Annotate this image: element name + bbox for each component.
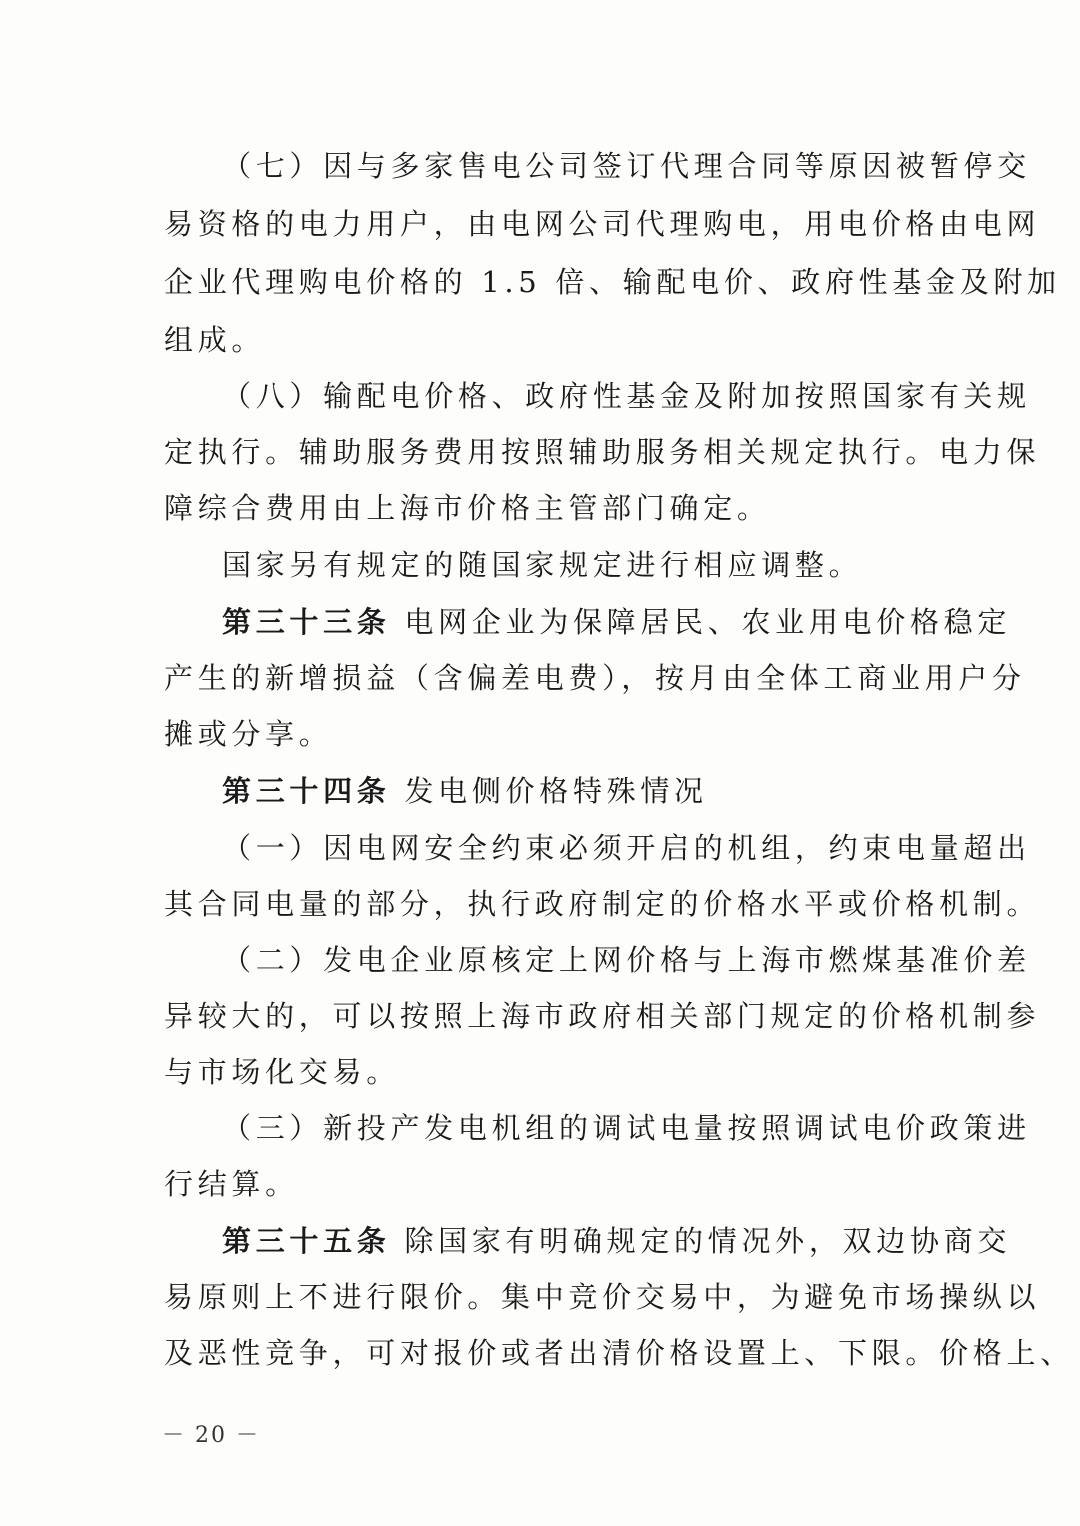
paragraph-7-line-3: 企业代理购电价格的 1.5 倍、输配电价、政府性基金及附加: [164, 265, 1061, 299]
article-35-text: 除国家有明确规定的情况外，双边协商交: [404, 1224, 1012, 1258]
item-1-line-1: （一）因电网安全约束必须开启的机组，约束电量超出: [222, 831, 1031, 865]
item-2-line-2: 异较大的，可以按照上海市政府相关部门规定的价格机制参: [164, 999, 1041, 1033]
paragraph-7-line-2: 易资格的电力用户，由电网公司代理购电，用电价格由电网: [164, 207, 1041, 241]
article-33-line-1: [222, 602, 1011, 642]
national-rule-line: 国家另有规定的随国家规定进行相应调整。: [222, 548, 863, 582]
article-34-line-1: [222, 771, 708, 811]
paragraph-8-line-1: （八）输配电价格、政府性基金及附加按照国家有关规: [222, 379, 1031, 413]
paragraph-8-line-2: 定执行。辅助服务费用按照辅助服务相关规定执行。电力保: [164, 435, 1041, 469]
page-number: － 20 －: [162, 1423, 260, 1448]
article-33-text: 电网企业为保障居民、农业用电价格稳定: [404, 605, 1012, 639]
paragraph-8-line-3: 障综合费用由上海市价格主管部门确定。: [164, 491, 771, 525]
article-34-text: 发电侧价格特殊情况: [404, 774, 708, 808]
item-2-line-3: 与市场化交易。: [164, 1055, 400, 1089]
item-2-line-1: （二）发电企业原核定上网价格与上海市燃煤基准价差: [222, 943, 1031, 977]
paragraph-7-line-4: 组成。: [164, 323, 266, 357]
item-3-line-2: 行结算。: [164, 1167, 299, 1201]
article-35-heading: 第三十五条: [222, 1224, 391, 1258]
article-33-line-2: 产生的新增损益（含偏差电费），按月由全体工商业用户分: [164, 661, 1026, 695]
article-35-line-2: 易原则上不进行限价。集中竞价交易中，为避免市场操纵以: [164, 1280, 1041, 1314]
article-35-line-3: 及恶性竞争，可对报价或者出清价格设置上、下限。价格上、: [164, 1336, 1074, 1370]
article-35-line-1: [222, 1221, 1011, 1261]
article-34-heading: 第三十四条: [222, 774, 391, 808]
paragraph-7-line-1: （七）因与多家售电公司签订代理合同等原因被暂停交: [222, 149, 1031, 183]
item-1-line-2: 其合同电量的部分，执行政府制定的价格水平或价格机制。: [164, 887, 1041, 921]
article-33-heading: 第三十三条: [222, 605, 391, 639]
item-3-line-1: （三）新投产发电机组的调试电量按照调试电价政策进: [222, 1111, 1031, 1145]
article-33-line-3: 摊或分享。: [164, 717, 333, 751]
